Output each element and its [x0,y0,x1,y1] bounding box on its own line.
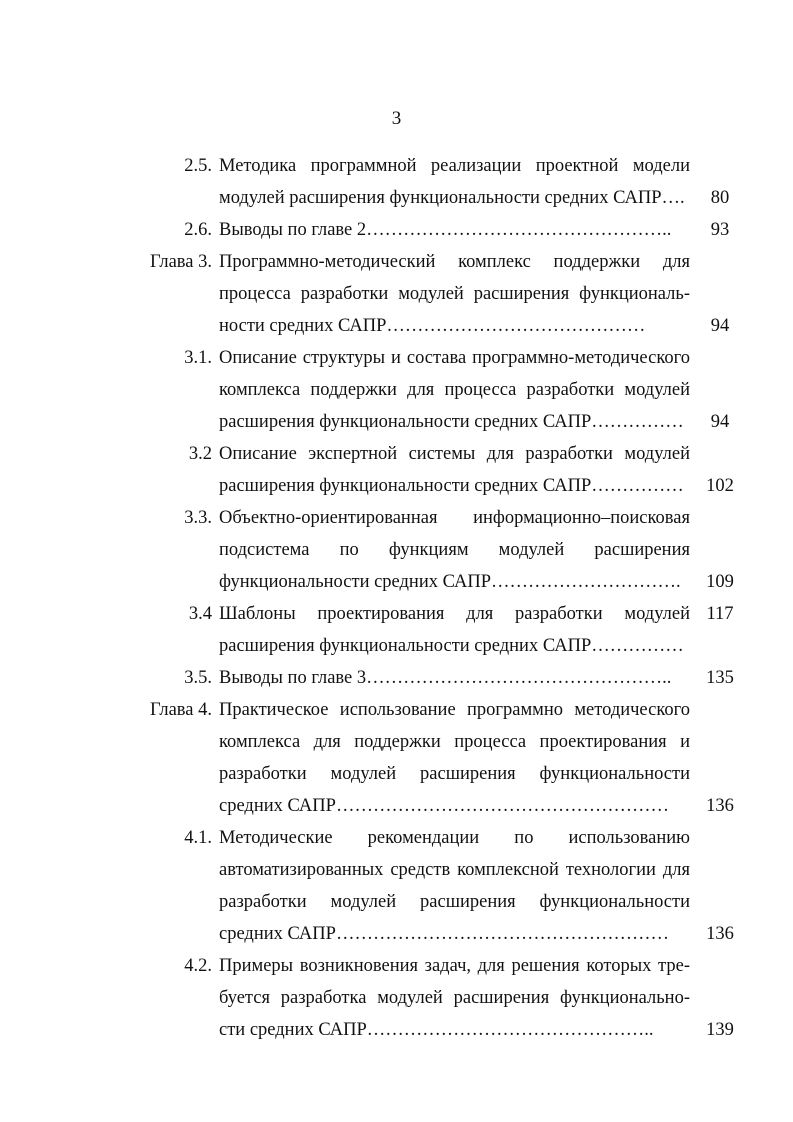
toc-entry-line: Выводы по главе 3………………………………………….. [219,668,672,688]
toc-entry-line: Объектно-ориентированная информационно–поисковая [219,508,690,528]
toc-entry-line: средних САПР……………………………………………… [219,924,669,944]
toc-entry-line: автоматизированных средств комплексной технологии для [219,860,690,880]
toc-entry-line: функциональности средних САПР…………………………. [219,572,681,592]
toc-entry-page: 136 [706,796,734,816]
toc-entry-line: Практическое использование программно методического [219,700,690,720]
toc-entry-line: буется разработка модулей расширения функционально- [219,988,690,1008]
toc-entry-page: 139 [706,1020,734,1040]
toc-entry-line: расширения функциональности средних САПР…………… [219,636,684,656]
toc-entry-line: расширения функциональности средних САПР…………… [219,476,684,496]
toc-entry-label: 2.6. [184,220,212,240]
toc-entry-line: процесса разработки модулей расширения функциональ- [219,284,690,304]
toc-entry-line: разработки модулей расширения функциональности [219,764,690,784]
toc-entry-page: 94 [710,316,730,336]
toc-entry-page: 135 [706,668,734,688]
toc-entry-line: сти средних САПР……………………………………….. [219,1020,654,1040]
toc-entry-line: модулей расширения функциональности средних САПР…. [219,188,685,208]
toc-entry-label: 2.5. [184,156,212,176]
toc-entry-label: 3.2 [188,444,212,464]
toc-entry-line: разработки модулей расширения функциональности [219,892,690,912]
toc-entry-line: комплекса поддержки для процесса разработки модулей [219,380,690,400]
toc-entry-line: Программно-методический комплекс поддержки для [219,252,690,272]
toc-entry-line: подсистема по функциям модулей расширения [219,540,690,560]
toc-entry-line: Методика программной реализации проектной модели [219,156,690,176]
toc-entry-page: 94 [710,412,730,432]
toc-entry-label: 3.4 [188,604,212,624]
toc-entry-label: 3.5. [184,668,212,688]
toc-entry-line: Методические рекомендации по использованию [219,828,690,848]
toc-entry-page: 117 [706,604,734,624]
toc-entry-page: 102 [706,476,734,496]
toc-entry-label: 4.1. [184,828,212,848]
toc-entry-label: 4.2. [184,956,212,976]
toc-entry-page: 109 [706,572,734,592]
toc-entry-page: 80 [710,188,730,208]
toc-entry-page: 136 [706,924,734,944]
toc-entry-line: расширения функциональности средних САПР…………… [219,412,684,432]
toc-entry-label: 3.3. [184,508,212,528]
page-number: 3 [391,108,402,129]
toc-entry-line: средних САПР……………………………………………… [219,796,669,816]
toc-entry-line: Шаблоны проектирования для разработки модулей [219,604,690,624]
toc-entry-label: Глава 3. [150,252,212,272]
toc-entry-line: комплекса для поддержки процесса проектирования и [219,732,690,752]
toc-entry-line: ности средних САПР…………………………………… [219,316,646,336]
toc-entry-label: Глава 4. [150,700,212,720]
toc-entry-line: Примеры возникновения задач, для решения которых тре- [219,956,690,976]
toc-entry-line: Описание экспертной системы для разработки модулей [219,444,690,464]
toc-entry-label: 3.1. [184,348,212,368]
toc-entry-line: Описание структуры и состава программно-методического [219,348,690,368]
toc-entry-line: Выводы по главе 2………………………………………….. [219,220,672,240]
toc-entry-page: 93 [710,220,730,240]
